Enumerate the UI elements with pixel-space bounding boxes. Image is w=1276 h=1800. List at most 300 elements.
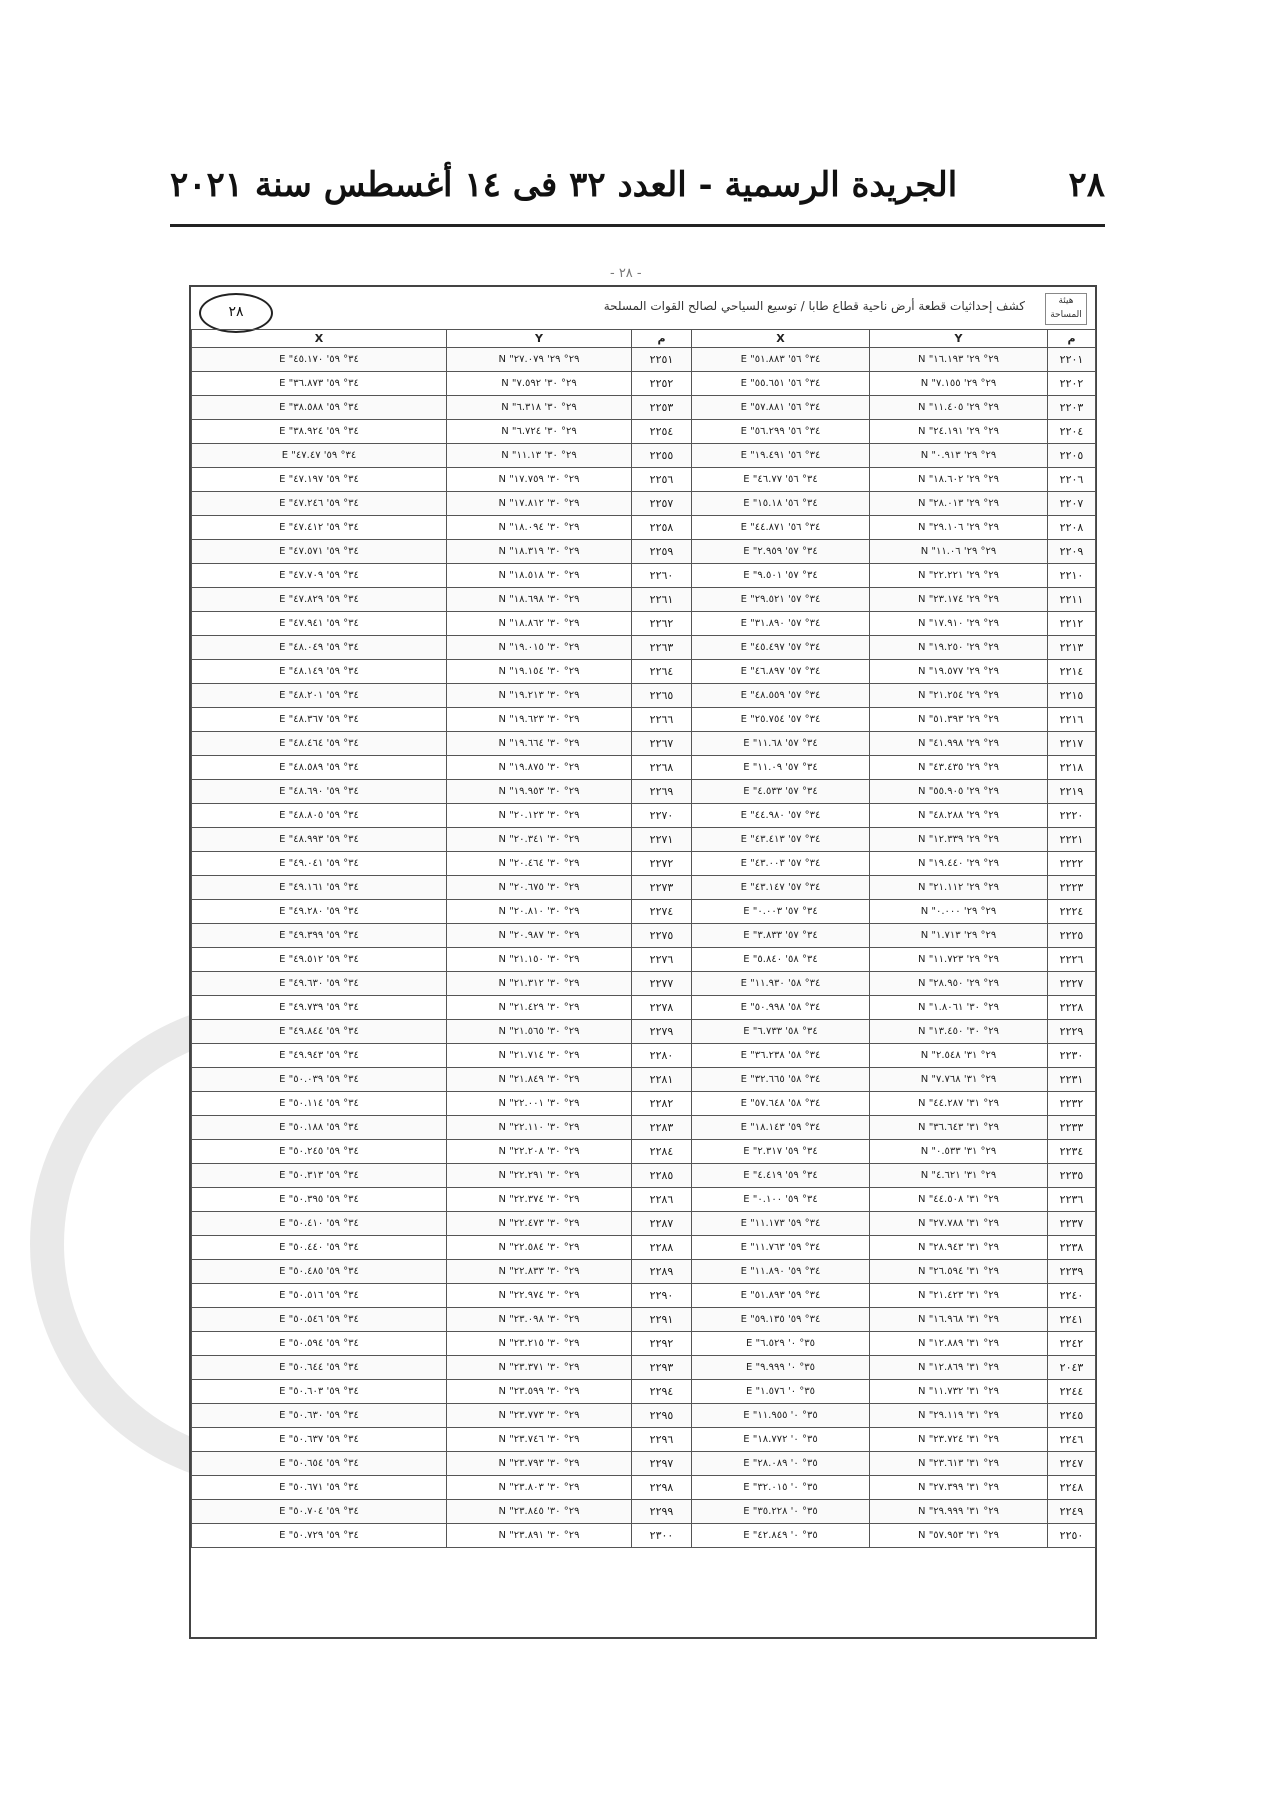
- coordinate-cell: ٣٤° ٥٩' ٤٨.٢٠١" E: [192, 684, 447, 708]
- point-id-cell: ٢٢١٧: [1048, 732, 1096, 756]
- coordinate-cell: ٢٩° ٢٩' ٢١.١١٢" N: [870, 876, 1048, 900]
- coordinate-cell: ٣٤° ٥٩' ٤٩.٦٣٠" E: [192, 972, 447, 996]
- coordinate-cell: ٣٤° ٥٦' ٥٦.٢٩٩" E: [692, 420, 870, 444]
- point-id-cell: ٢٢١٩: [1048, 780, 1096, 804]
- coordinate-cell: ٢٩° ٣١' ٢٨.٩٤٣" N: [870, 1236, 1048, 1260]
- point-id-cell: ٢٢٢٥: [1048, 924, 1096, 948]
- coordinate-cell: ٣٤° ٥٩' ٤٩.٢٨٠" E: [192, 900, 447, 924]
- header-rule: [170, 224, 1105, 227]
- point-id-cell: ٢٢٨٣: [632, 1116, 692, 1140]
- table-row: [192, 1236, 1096, 1260]
- coordinate-cell: ٢٩° ٢٩' ٧.١٥٥" N: [870, 372, 1048, 396]
- coordinate-cell: ٣٤° ٥٩' ٤٧.٥٧١" E: [192, 540, 447, 564]
- survey-logo-icon: هيئة المساحة: [1045, 293, 1087, 325]
- coordinate-cell: ٢٩° ٢٩' ١١.٧٢٣" N: [870, 948, 1048, 972]
- point-id-cell: ٢٢٤٦: [1048, 1428, 1096, 1452]
- coordinate-cell: ٣٤° ٥٩' ٢.٣١٧" E: [692, 1140, 870, 1164]
- point-id-cell: ٢٢٩٦: [632, 1428, 692, 1452]
- coordinate-cell: ٣٤° ٥٩' ٤٧.٧٠٩" E: [192, 564, 447, 588]
- coordinate-cell: ٣٥° ٠' ٩.٩٩٩" E: [692, 1356, 870, 1380]
- table-row: [192, 1140, 1096, 1164]
- point-id-cell: ٢٢٣٢: [1048, 1092, 1096, 1116]
- table-row: [192, 1212, 1096, 1236]
- coordinate-cell: ٣٤° ٥٩' ٤٨.٠٤٩" E: [192, 636, 447, 660]
- coordinate-cell: ٣٤° ٥٨' ٦.٧٣٣" E: [692, 1020, 870, 1044]
- coordinate-cell: ٣٥° ٠' ٦.٥٢٩" E: [692, 1332, 870, 1356]
- coordinate-cell: ٣٤° ٥٩' ٤٨.٣٦٧" E: [192, 708, 447, 732]
- coordinate-cell: ٢٩° ٣٠' ٦.٧٢٤" N: [447, 420, 632, 444]
- coordinate-cell: ٣٤° ٥٩' ٥٠.٦٠٣" E: [192, 1380, 447, 1404]
- coordinate-cell: ٢٩° ٢٩' ٢٣.١٧٤" N: [870, 588, 1048, 612]
- coordinate-cell: ٢٩° ٣١' ١٢.٨٦٩" N: [870, 1356, 1048, 1380]
- coordinate-cell: ٢٩° ٢٩' ٢٨.٩٥٠" N: [870, 972, 1048, 996]
- coordinate-cell: ٣٥° ٠' ١١.٩٥٥" E: [692, 1404, 870, 1428]
- point-id-cell: ٢٢٩٨: [632, 1476, 692, 1500]
- coordinate-cell: ٢٩° ٣٠' ١٨.٥١٨" N: [447, 564, 632, 588]
- table-row: [192, 1476, 1096, 1500]
- coordinate-cell: ٢٩° ٣٠' ٢٢.٤٧٣" N: [447, 1212, 632, 1236]
- table-row: [192, 1164, 1096, 1188]
- coordinate-cell: ٢٩° ٣٠' ١٩.٦٢٣" N: [447, 708, 632, 732]
- coordinate-cell: ٢٩° ٢٩' ٥١.٣٩٣" N: [870, 708, 1048, 732]
- table-row: [192, 1068, 1096, 1092]
- table-header-row: [192, 330, 1096, 348]
- table-row: [192, 1044, 1096, 1068]
- coordinate-cell: ٢٩° ٢٩' ٤٨.٢٨٨" N: [870, 804, 1048, 828]
- table-row: [192, 540, 1096, 564]
- point-id-cell: ٢٢١٠: [1048, 564, 1096, 588]
- point-id-cell: ٢٢٠٢: [1048, 372, 1096, 396]
- top-note: - ٢٨ -: [610, 266, 642, 281]
- page-stamp: ٢٨: [199, 293, 273, 333]
- point-id-cell: ٢٢٤٠: [1048, 1284, 1096, 1308]
- coordinate-cell: ٢٩° ٣١' ١٦.٩٦٨" N: [870, 1308, 1048, 1332]
- coordinate-cell: ٣٤° ٥٦' ٥١.٨٨٣" E: [692, 348, 870, 372]
- point-id-cell: ٢٢٩٩: [632, 1500, 692, 1524]
- point-id-cell: ٢٢٥٩: [632, 540, 692, 564]
- coordinate-cell: ٣٤° ٥٩' ٤٧.٤١٢" E: [192, 516, 447, 540]
- coordinate-cell: ٢٩° ٣٠' ٦.٣١٨" N: [447, 396, 632, 420]
- point-id-cell: ٢٢٠٣: [1048, 396, 1096, 420]
- column-header: Y: [870, 330, 1048, 348]
- column-header: م: [1048, 330, 1096, 348]
- column-header: X: [192, 330, 447, 348]
- point-id-cell: ٢٢٠٧: [1048, 492, 1096, 516]
- coordinate-cell: ٢٩° ٢٩' ٢١.٢٥٤" N: [870, 684, 1048, 708]
- coordinate-cell: ٣٤° ٥٩' ٥٠.٦٧١" E: [192, 1476, 447, 1500]
- table-row: [192, 1020, 1096, 1044]
- coordinate-cell: ٢٩° ٢٩' ١٨.٦٠٢" N: [870, 468, 1048, 492]
- coordinate-cell: ٢٩° ٣٠' ٢٣.٧٩٣" N: [447, 1452, 632, 1476]
- column-header: م: [632, 330, 692, 348]
- coordinate-cell: ٣٤° ٥٩' ٣٦.٨٧٣" E: [192, 372, 447, 396]
- coordinate-cell: ٣٤° ٥٧' ٤٥.٤٩٧" E: [692, 636, 870, 660]
- point-id-cell: ٢٢٨٩: [632, 1260, 692, 1284]
- coordinate-cell: ٢٩° ٢٩' ١٧.٩١٠" N: [870, 612, 1048, 636]
- coordinate-cell: ٢٩° ٣٠' ٢٣.٧٤٦" N: [447, 1428, 632, 1452]
- point-id-cell: ٢٢٧٩: [632, 1020, 692, 1044]
- coordinate-cell: ٣٤° ٥٩' ٤٩.٨٤٤" E: [192, 1020, 447, 1044]
- coordinate-cell: ٢٩° ٣٠' ٢٣.٥٩٩" N: [447, 1380, 632, 1404]
- table-row: [192, 1260, 1096, 1284]
- coordinate-cell: ٢٩° ٣٠' ١٣.٤٥٠" N: [870, 1020, 1048, 1044]
- coordinate-cell: ٢٩° ٣٠' ٢١.١٥٠" N: [447, 948, 632, 972]
- coordinate-cell: ٣٤° ٥٩' ٥٠.٧٢٩" E: [192, 1524, 447, 1548]
- table-row: [192, 828, 1096, 852]
- point-id-cell: ٢٢٧٨: [632, 996, 692, 1020]
- column-header: X: [692, 330, 870, 348]
- table-row: [192, 612, 1096, 636]
- coordinate-cell: ٢٩° ٣١' ٤٤.٥٠٨" N: [870, 1188, 1048, 1212]
- point-id-cell: ٢٢٠٨: [1048, 516, 1096, 540]
- point-id-cell: ٢٢٩٥: [632, 1404, 692, 1428]
- point-id-cell: ٢٢٣٨: [1048, 1236, 1096, 1260]
- point-id-cell: ٢٢٦٤: [632, 660, 692, 684]
- coordinate-cell: ٣٤° ٥٦' ٤٦.٧٧" E: [692, 468, 870, 492]
- coordinate-cell: ٣٤° ٥٩' ٥٠.٦٥٤" E: [192, 1452, 447, 1476]
- table-row: [192, 1404, 1096, 1428]
- coordinate-cell: ٢٩° ٣٠' ٢١.٨٤٩" N: [447, 1068, 632, 1092]
- coordinate-cell: ٢٩° ٣١' ٤.٦٢١" N: [870, 1164, 1048, 1188]
- coordinate-cell: ٢٩° ٢٩' ١٢.٣٣٩" N: [870, 828, 1048, 852]
- point-id-cell: ٢٢٨٤: [632, 1140, 692, 1164]
- coordinate-cell: ٢٩° ٣٠' ٢٣.٠٩٨" N: [447, 1308, 632, 1332]
- table-row: [192, 804, 1096, 828]
- coordinate-cell: ٢٩° ٣١' ٢٩.٩٩٩" N: [870, 1500, 1048, 1524]
- page-header: [170, 165, 1105, 215]
- point-id-cell: ٢٢٨٨: [632, 1236, 692, 1260]
- table-row: [192, 636, 1096, 660]
- table-row: [192, 756, 1096, 780]
- table-row: [192, 1188, 1096, 1212]
- coordinate-cell: ٣٤° ٥٩' ٥٠.٧٠٤" E: [192, 1500, 447, 1524]
- coordinate-cell: ٢٩° ٣٠' ٢٣.٢١٥" N: [447, 1332, 632, 1356]
- table-row: [192, 852, 1096, 876]
- coordinate-cell: ٣٤° ٥٩' ٠.١٠٠" E: [692, 1188, 870, 1212]
- coordinate-cell: ٣٤° ٥٧' ١١.٦٨" E: [692, 732, 870, 756]
- point-id-cell: ٢٢٥٢: [632, 372, 692, 396]
- coordinate-cell: ٢٩° ٣٠' ٢٢.٣٧٤" N: [447, 1188, 632, 1212]
- point-id-cell: ٢٢٦١: [632, 588, 692, 612]
- coordinate-cell: ٣٤° ٥٩' ٤٩.٠٤١" E: [192, 852, 447, 876]
- point-id-cell: ٢٢٣٦: [1048, 1188, 1096, 1212]
- table-row: [192, 372, 1096, 396]
- point-id-cell: ٢٢٨٦: [632, 1188, 692, 1212]
- coordinate-cell: ٣٤° ٥٩' ٤٧.٨٢٩" E: [192, 588, 447, 612]
- coordinate-cell: ٢٩° ٣٠' ٢٢.٢٠٨" N: [447, 1140, 632, 1164]
- coordinate-cell: ٢٩° ٣٠' ١٨.٦٩٨" N: [447, 588, 632, 612]
- coordinate-cell: ٢٩° ٣٠' ٢٠.٩٨٧" N: [447, 924, 632, 948]
- page-number: ٢٨: [1068, 165, 1105, 205]
- coordinate-cell: ٢٩° ٣٠' ٢٢.٩٧٤" N: [447, 1284, 632, 1308]
- point-id-cell: ٢٢١٨: [1048, 756, 1096, 780]
- coordinate-cell: ٣٤° ٥٩' ٥٠.٦٣٠" E: [192, 1404, 447, 1428]
- coordinate-cell: ٢٩° ٣١' ٢٣.٦١٣" N: [870, 1452, 1048, 1476]
- gazette-title: الجريدة الرسمية - العدد ٣٢ فى ١٤ أغسطس سنة ٢٠٢١: [170, 165, 958, 205]
- point-id-cell: ٢٢٩١: [632, 1308, 692, 1332]
- point-id-cell: ٢٢٢٢: [1048, 852, 1096, 876]
- coordinate-cell: ٢٩° ٣١' ٢.٥٤٨" N: [870, 1044, 1048, 1068]
- point-id-cell: ٢٢٥٥: [632, 444, 692, 468]
- point-id-cell: ٢٢٣٣: [1048, 1116, 1096, 1140]
- table-row: [192, 1308, 1096, 1332]
- point-id-cell: ٢٢٦٨: [632, 756, 692, 780]
- point-id-cell: ٢٢٦٠: [632, 564, 692, 588]
- coordinate-cell: ٣٤° ٥٧' ٩.٥٠١" E: [692, 564, 870, 588]
- point-id-cell: ٢٢٢٦: [1048, 948, 1096, 972]
- point-id-cell: ٢٢٤١: [1048, 1308, 1096, 1332]
- coordinate-cell: ٣٥° ٠' ٢٨.٠٨٩" E: [692, 1452, 870, 1476]
- coordinate-cell: ٢٩° ٣٠' ١٧.٨١٢" N: [447, 492, 632, 516]
- coordinate-cell: ٢٩° ٣٠' ٢٣.٨٩١" N: [447, 1524, 632, 1548]
- table-row: [192, 516, 1096, 540]
- table-row: [192, 1524, 1096, 1548]
- coordinate-cell: ٢٩° ٣١' ٢٧.٣٩٩" N: [870, 1476, 1048, 1500]
- coordinate-cell: ٢٩° ٢٩' ١٦.١٩٣" N: [870, 348, 1048, 372]
- coordinate-cell: ٢٩° ٣٠' ٢٣.٧٧٣" N: [447, 1404, 632, 1428]
- point-id-cell: ٢٢٧٠: [632, 804, 692, 828]
- coordinates-table: [191, 329, 1096, 1548]
- coordinate-cell: ٢٩° ٢٩' ١.٧١٣" N: [870, 924, 1048, 948]
- coordinate-cell: ٢٩° ٣٠' ١.٨٠٦١" N: [870, 996, 1048, 1020]
- coordinate-cell: ٣٤° ٥٩' ٥٠.٥٤٦" E: [192, 1308, 447, 1332]
- coordinate-cell: ٣٤° ٥٦' ١٥.١٨" E: [692, 492, 870, 516]
- table-row: [192, 684, 1096, 708]
- coordinate-cell: ٢٩° ٢٩' ٥٥.٩٠٥" N: [870, 780, 1048, 804]
- point-id-cell: ٢٢١٤: [1048, 660, 1096, 684]
- coordinate-cell: ٣٤° ٥٩' ٤٩.٣٩٩" E: [192, 924, 447, 948]
- coordinate-cell: ٢٩° ٣٠' ٢٠.٨١٠" N: [447, 900, 632, 924]
- point-id-cell: ٢٢١٣: [1048, 636, 1096, 660]
- point-id-cell: ٢٢٦٢: [632, 612, 692, 636]
- point-id-cell: ٢٢٠٤: [1048, 420, 1096, 444]
- table-row: [192, 1428, 1096, 1452]
- coordinate-cell: ٣٤° ٥٩' ٤٨.٨٠٥" E: [192, 804, 447, 828]
- coordinate-cell: ٢٩° ٣٠' ٢٣.٣٧١" N: [447, 1356, 632, 1380]
- coordinate-cell: ٣٤° ٥٩' ٥٠.٤٤٠" E: [192, 1236, 447, 1260]
- coordinate-cell: ٣٤° ٥٩' ٥٠.٣٩٥" E: [192, 1188, 447, 1212]
- coordinate-cell: ٢٩° ٣٠' ٧.٥٩٢" N: [447, 372, 632, 396]
- point-id-cell: ٢٢٩٣: [632, 1356, 692, 1380]
- point-id-cell: ٢٣٠٠: [632, 1524, 692, 1548]
- coordinate-cell: ٣٤° ٥٩' ٥٠.٤١٠" E: [192, 1212, 447, 1236]
- point-id-cell: ٢٢٥٦: [632, 468, 692, 492]
- coordinate-cell: ٣٤° ٥٩' ٣٨.٩٢٤" E: [192, 420, 447, 444]
- table-row: [192, 564, 1096, 588]
- point-id-cell: ٢٢٥٤: [632, 420, 692, 444]
- coordinate-cell: ٢٩° ٢٩' ١١.٤٠٥" N: [870, 396, 1048, 420]
- point-id-cell: ٢٢٧٢: [632, 852, 692, 876]
- coordinate-cell: ٢٩° ٣٠' ٢٣.٨٤٥" N: [447, 1500, 632, 1524]
- coordinate-cell: ٣٥° ٠' ١٨.٧٧٢" E: [692, 1428, 870, 1452]
- point-id-cell: ٢٢٠٥: [1048, 444, 1096, 468]
- coordinate-cell: ٣٤° ٥٦' ٥٥.٦٥١" E: [692, 372, 870, 396]
- coordinate-cell: ٣٤° ٥٩' ١٨.١٤٣" E: [692, 1116, 870, 1140]
- coordinate-cell: ٣٤° ٥٩' ٤٧.١٩٧" E: [192, 468, 447, 492]
- coordinate-cell: ٢٩° ٢٩' ٢٤.١٩١" N: [870, 420, 1048, 444]
- coordinate-cell: ٢٩° ٣٠' ١٩.١٥٤" N: [447, 660, 632, 684]
- coordinate-cell: ٣٤° ٥٩' ٥٠.٦٣٧" E: [192, 1428, 447, 1452]
- coordinate-cell: ٣٤° ٥٨' ١١.٩٣٠" E: [692, 972, 870, 996]
- coordinate-cell: ٢٩° ٢٩' ٢٧.٠٧٩" N: [447, 348, 632, 372]
- coordinate-cell: ٣٤° ٥٩' ٤.٤١٩" E: [692, 1164, 870, 1188]
- coordinate-cell: ٢٩° ٣٠' ١٨.٠٩٤" N: [447, 516, 632, 540]
- coordinate-cell: ٢٩° ٣٠' ٢٢.٢٩١" N: [447, 1164, 632, 1188]
- coordinate-cell: ٣٤° ٥٩' ٥٠.٥١٦" E: [192, 1284, 447, 1308]
- point-id-cell: ٢٢٤٢: [1048, 1332, 1096, 1356]
- coordinate-cell: ٣٤° ٥٦' ٥٧.٨٨١" E: [692, 396, 870, 420]
- point-id-cell: ٢٢٤٩: [1048, 1500, 1096, 1524]
- coordinate-cell: ٢٩° ٣١' ١٢.٨٨٩" N: [870, 1332, 1048, 1356]
- point-id-cell: ٢٢٤٤: [1048, 1380, 1096, 1404]
- coordinate-cell: ٣٤° ٥٩' ٤٩.٥١٢" E: [192, 948, 447, 972]
- coordinate-cell: ٣٤° ٥٧' ٤٣.٠٠٣" E: [692, 852, 870, 876]
- coordinate-cell: ٣٤° ٥٨' ٥.٨٤٠" E: [692, 948, 870, 972]
- coordinate-cell: ٢٩° ٢٩' ١٩.٢٥٠" N: [870, 636, 1048, 660]
- point-id-cell: ٢٢٩٧: [632, 1452, 692, 1476]
- coordinate-cell: ٢٩° ٣٠' ٢٠.٣٤١" N: [447, 828, 632, 852]
- coordinate-cell: ٢٩° ٣١' ٤٤.٢٨٧" N: [870, 1092, 1048, 1116]
- point-id-cell: ٢٢٩٤: [632, 1380, 692, 1404]
- point-id-cell: ٢٢٣١: [1048, 1068, 1096, 1092]
- coordinate-cell: ٢٩° ٢٩' ٠.٩١٣" N: [870, 444, 1048, 468]
- coordinate-cell: ٣٤° ٥٩' ١١.١٧٣" E: [692, 1212, 870, 1236]
- table-row: [192, 924, 1096, 948]
- coordinate-cell: ٣٤° ٥٦' ٤٤.٨٧١" E: [692, 516, 870, 540]
- point-id-cell: ٢٢٧٣: [632, 876, 692, 900]
- coordinate-cell: ٢٩° ٣٠' ٢٠.٦٧٥" N: [447, 876, 632, 900]
- point-id-cell: ٢٢١١: [1048, 588, 1096, 612]
- point-id-cell: ٢٢٢٣: [1048, 876, 1096, 900]
- sheet-title: كشف إحداثيات قطعة أرض ناحية قطاع طابا / توسيع السياحي لصالح القوات المسلحة: [603, 299, 1025, 313]
- coordinate-cell: ٣٤° ٥٧' ١١.٠٩" E: [692, 756, 870, 780]
- table-row: [192, 996, 1096, 1020]
- coordinate-cell: ٢٩° ٣١' ٥٧.٩٥٣" N: [870, 1524, 1048, 1548]
- coordinate-cell: ٢٩° ٣٠' ١٩.٨٧٥" N: [447, 756, 632, 780]
- point-id-cell: ٢٢٢٧: [1048, 972, 1096, 996]
- coordinate-cell: ٢٩° ٢٩' ٢٩.١٠٦" N: [870, 516, 1048, 540]
- point-id-cell: ٢٢٦٦: [632, 708, 692, 732]
- coordinate-cell: ٣٤° ٥٩' ٥٠.١٨٨" E: [192, 1116, 447, 1140]
- point-id-cell: ٢٢٩٠: [632, 1284, 692, 1308]
- coordinate-cell: ٣٤° ٥٧' ٣.٨٣٣" E: [692, 924, 870, 948]
- point-id-cell: ٢٢٧١: [632, 828, 692, 852]
- coordinate-cell: ٢٩° ٣٠' ٢٢.٠٠١" N: [447, 1092, 632, 1116]
- coordinate-cell: ٢٩° ٣٠' ١٨.٨٦٢" N: [447, 612, 632, 636]
- coordinate-cell: ٣٤° ٥٧' ٤.٥٣٣" E: [692, 780, 870, 804]
- coordinate-cell: ٢٩° ٣٠' ٢٢.٨٣٣" N: [447, 1260, 632, 1284]
- point-id-cell: ٢٢٥١: [632, 348, 692, 372]
- coordinate-cell: ٢٩° ٣١' ٢٩.١١٩" N: [870, 1404, 1048, 1428]
- coordinates-sheet: [189, 285, 1097, 1639]
- point-id-cell: ٢٢٨٥: [632, 1164, 692, 1188]
- coordinate-cell: ٣٥° ٠' ١.٥٧٦" E: [692, 1380, 870, 1404]
- table-row: [192, 1116, 1096, 1140]
- point-id-cell: ٢٢٦٩: [632, 780, 692, 804]
- point-id-cell: ٢٢٥٣: [632, 396, 692, 420]
- coordinate-cell: ٢٩° ٢٩' ١٩.٤٤٠" N: [870, 852, 1048, 876]
- coordinate-cell: ٣٥° ٠' ٣٥.٢٢٨" E: [692, 1500, 870, 1524]
- point-id-cell: ٢٢٣٥: [1048, 1164, 1096, 1188]
- coordinate-cell: ٣٤° ٥٦' ١٩.٤٩١" E: [692, 444, 870, 468]
- coordinate-cell: ٣٤° ٥٩' ٥١.٨٩٣" E: [692, 1284, 870, 1308]
- coordinate-cell: ٢٩° ٢٩' ٠.٠٠٠" N: [870, 900, 1048, 924]
- coordinate-cell: ٢٩° ٣٠' ١٩.٩٥٣" N: [447, 780, 632, 804]
- point-id-cell: ٢٢٣٠: [1048, 1044, 1096, 1068]
- coordinate-cell: ٣٤° ٥٧' ٤٨.٥٥٩" E: [692, 684, 870, 708]
- coordinate-cell: ٣٤° ٥٩' ٤٧.٢٤٦" E: [192, 492, 447, 516]
- coordinate-cell: ٢٩° ٢٩' ٢٨.٠١٣" N: [870, 492, 1048, 516]
- coordinate-cell: ٣٤° ٥٩' ٤٨.٦٩٠" E: [192, 780, 447, 804]
- table-row: [192, 660, 1096, 684]
- coordinate-cell: ٢٩° ٣٠' ٢١.٥٦٥" N: [447, 1020, 632, 1044]
- coordinate-cell: ٣٤° ٥٩' ٤٩.٩٤٣" E: [192, 1044, 447, 1068]
- coordinate-cell: ٢٩° ٣٠' ١١.١٣" N: [447, 444, 632, 468]
- point-id-cell: ٢٢١٥: [1048, 684, 1096, 708]
- coordinate-cell: ٣٤° ٥٩' ٥٠.٢٤٥" E: [192, 1140, 447, 1164]
- table-row: [192, 588, 1096, 612]
- point-id-cell: ٢٢٤٥: [1048, 1404, 1096, 1428]
- coordinate-cell: ٢٩° ٣١' ٢١.٤٢٣" N: [870, 1284, 1048, 1308]
- table-row: [192, 876, 1096, 900]
- coordinate-cell: ٣٤° ٥٩' ٥٠.٤٨٥" E: [192, 1260, 447, 1284]
- point-id-cell: ٢٢٢١: [1048, 828, 1096, 852]
- coordinate-cell: ٣٤° ٥٩' ٥٠.٠٣٩" E: [192, 1068, 447, 1092]
- column-header: Y: [447, 330, 632, 348]
- coordinate-cell: ٢٩° ٢٩' ٢٢.٢٢١" N: [870, 564, 1048, 588]
- point-id-cell: ٢٢٠٩: [1048, 540, 1096, 564]
- point-id-cell: ٢٢٦٥: [632, 684, 692, 708]
- coordinate-cell: ٢٩° ٣٠' ٢١.٣١٢" N: [447, 972, 632, 996]
- point-id-cell: ٢٢٥٧: [632, 492, 692, 516]
- coordinate-cell: ٢٩° ٣٠' ٢١.٤٢٩" N: [447, 996, 632, 1020]
- point-id-cell: ٢٢٣٩: [1048, 1260, 1096, 1284]
- table-row: [192, 1332, 1096, 1356]
- point-id-cell: ٢٢٥٠: [1048, 1524, 1096, 1548]
- coordinate-cell: ٣٤° ٥٩' ٥٩.١٣٥" E: [692, 1308, 870, 1332]
- table-row: [192, 780, 1096, 804]
- point-id-cell: ٢٢١٦: [1048, 708, 1096, 732]
- point-id-cell: ٢٢٨١: [632, 1068, 692, 1092]
- coordinate-cell: ٢٩° ٣١' ٢٧.٧٨٨" N: [870, 1212, 1048, 1236]
- coordinate-cell: ٣٤° ٥٩' ٤٨.١٤٩" E: [192, 660, 447, 684]
- point-id-cell: ٢٢٧٦: [632, 948, 692, 972]
- table-row: [192, 1500, 1096, 1524]
- point-id-cell: ٢٢٢٨: [1048, 996, 1096, 1020]
- coordinate-cell: ٣٤° ٥٩' ١١.٨٩٠" E: [692, 1260, 870, 1284]
- coordinate-cell: ٣٤° ٥٧' ٤٤.٩٨٠" E: [692, 804, 870, 828]
- coordinate-cell: ٣٤° ٥٩' ٤٧.٤٧" E: [192, 444, 447, 468]
- point-id-cell: ٢٢٩٢: [632, 1332, 692, 1356]
- point-id-cell: ٢٢٦٧: [632, 732, 692, 756]
- coordinate-cell: ٣٤° ٥٨' ٥٧.٦٤٨" E: [692, 1092, 870, 1116]
- point-id-cell: ٢٢١٢: [1048, 612, 1096, 636]
- coordinate-cell: ٣٤° ٥٧' ٣١.٨٩٠" E: [692, 612, 870, 636]
- coordinate-cell: ٣٤° ٥٧' ٤٣.١٤٧" E: [692, 876, 870, 900]
- coordinate-cell: ٢٩° ٣٠' ١٩.٦٦٤" N: [447, 732, 632, 756]
- coordinate-cell: ٢٩° ٣١' ٢٦.٥٩٤" N: [870, 1260, 1048, 1284]
- coordinate-cell: ٢٩° ٣١' ٧.٧٦٨" N: [870, 1068, 1048, 1092]
- coordinate-cell: ٣٤° ٥٩' ٥٠.١١٤" E: [192, 1092, 447, 1116]
- sheet-header: [191, 287, 1095, 329]
- coordinate-cell: ٣٤° ٥٧' ٠.٠٠٣" E: [692, 900, 870, 924]
- coordinate-cell: ٢٩° ٢٩' ١٩.٥٧٧" N: [870, 660, 1048, 684]
- point-id-cell: ٢٢٠١: [1048, 348, 1096, 372]
- point-id-cell: ٢٢٢٩: [1048, 1020, 1096, 1044]
- table-row: [192, 900, 1096, 924]
- coordinate-cell: ٣٤° ٥٨' ٥٠.٩٩٨" E: [692, 996, 870, 1020]
- point-id-cell: ٢٢٣٤: [1048, 1140, 1096, 1164]
